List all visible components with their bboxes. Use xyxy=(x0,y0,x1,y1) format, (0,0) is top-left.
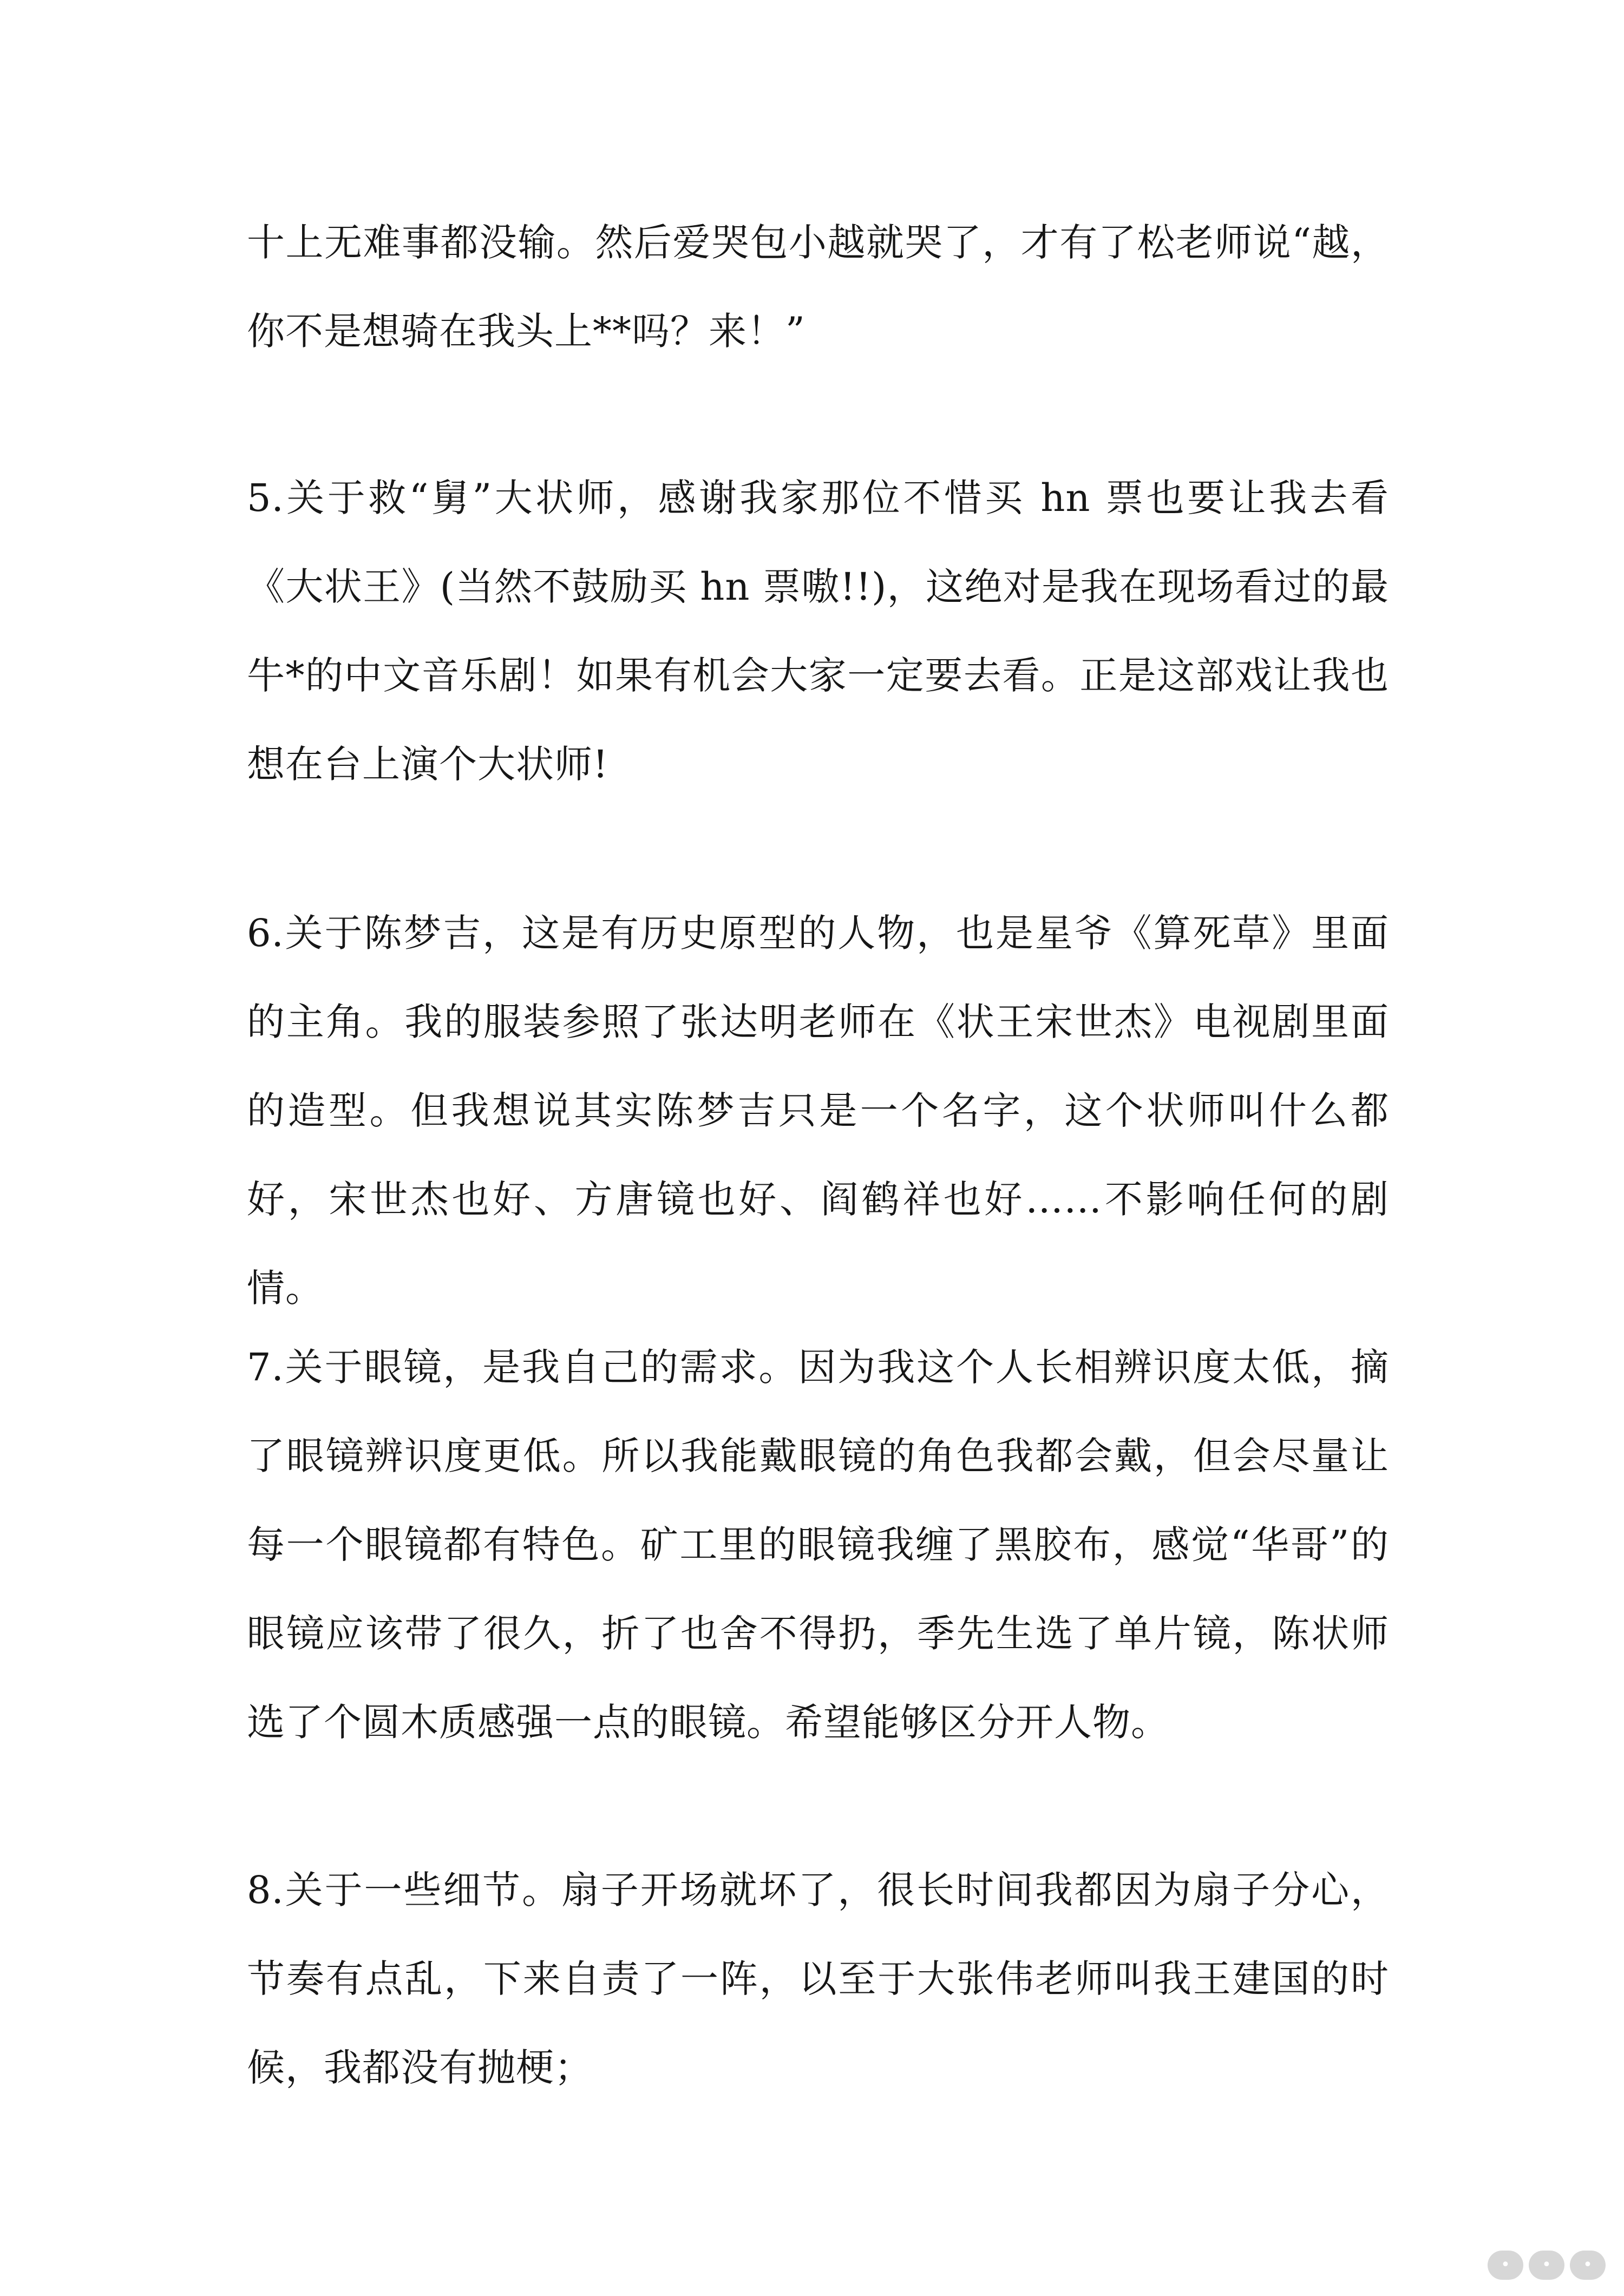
watermark-dots xyxy=(1488,2251,1606,2280)
dot-icon: • xyxy=(1488,2251,1523,2280)
paragraph-5: 8.关于一些细节。扇子开场就坏了，很长时间我都因为扇子分心，节奏有点乱，下来自责了一阵，以至于大张伟老师叫我王建国的时候，我都没有抛梗； xyxy=(247,1868,1389,2090)
paragraph-4: 7.关于眼镜，是我自己的需求。因为我这个人长相辨识度太低，摘了眼镜辨识度更低。所以我能戴眼镜的角色我都会戴，但会尽量让每一个眼镜都有特色。矿工里的眼镜我缠了黑胶布，感觉“华哥”的眼镜应该带了很久，折了也舍不得扔，季先生选了单片镜，陈状师选了个圆木质感强一点的眼镜。希望能够区分开人物。 xyxy=(247,1345,1389,1744)
paragraph-2: 5.关于救“舅”大状师，感谢我家那位不惜买 hn 票也要让我去看《大状王》(当然不鼓励买 hn 票嗷!!)，这绝对是我在现场看过的最牛*的中文音乐剧！如果有机会大家一定要去看。正是这部戏让我也想在台上演个大状师! xyxy=(247,476,1389,786)
paragraph-3: 6.关于陈梦吉，这是有历史原型的人物，也是星爷《算死草》里面的主角。我的服装参照了张达明老师在《状王宋世杰》电视剧里面的造型。但我想说其实陈梦吉只是一个名字，这个状师叫什么都好，宋世杰也好、方唐镜也好、阎鹤祥也好……不影响任何的剧情。 xyxy=(247,911,1389,1310)
dot-icon: • xyxy=(1570,2251,1606,2280)
dot-icon: • xyxy=(1529,2251,1564,2280)
paragraph-1: 十上无难事都没输。然后爱哭包小越就哭了，才有了松老师说“越，你不是想骑在我头上**吗？来！” xyxy=(247,220,1389,353)
